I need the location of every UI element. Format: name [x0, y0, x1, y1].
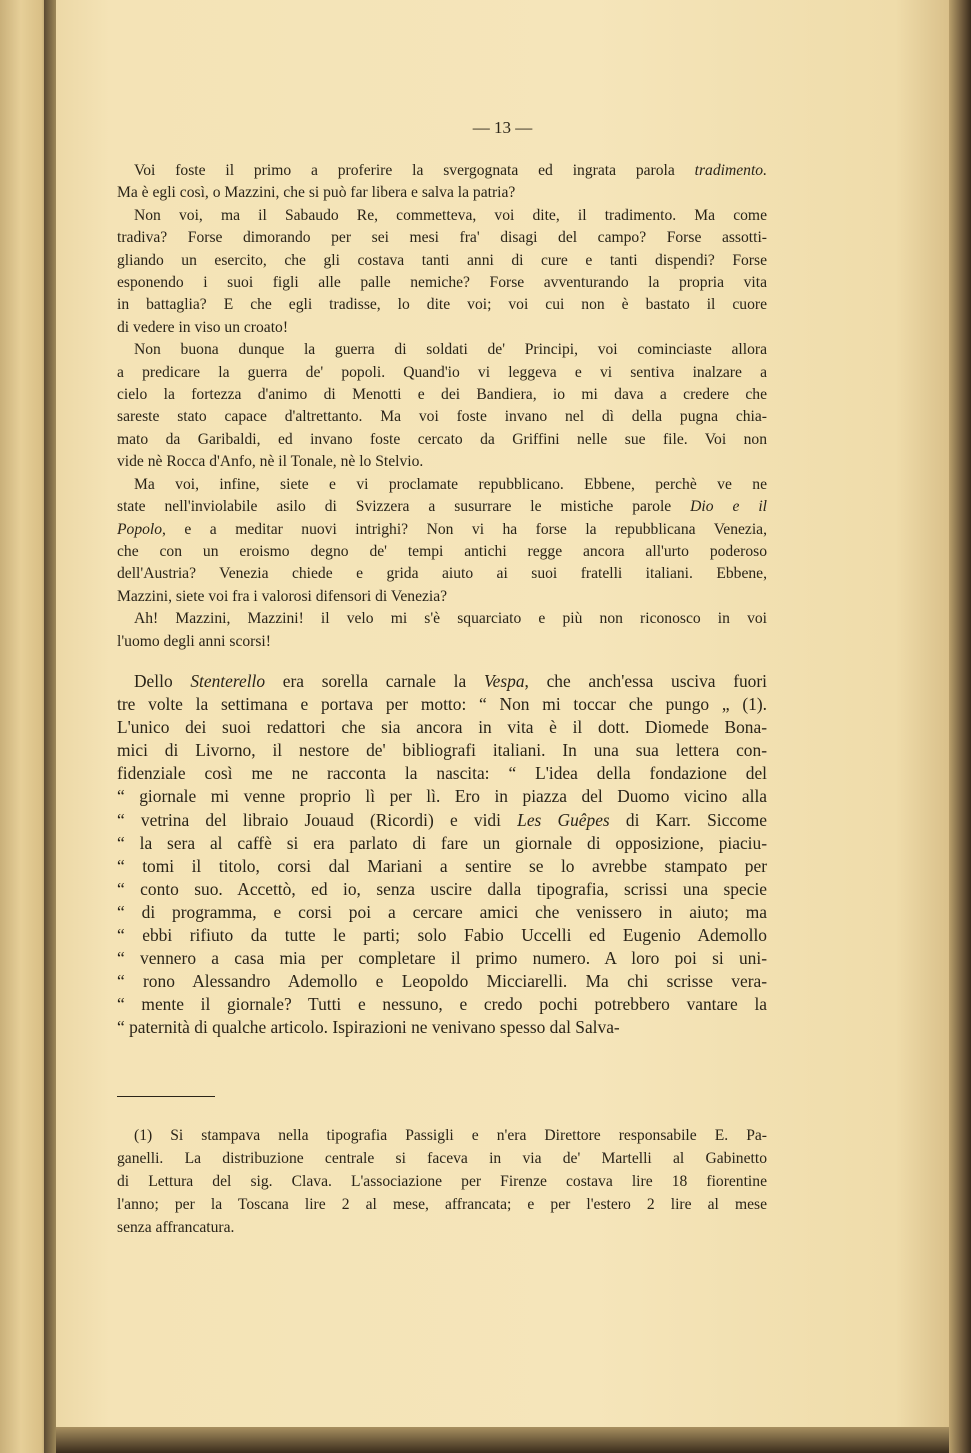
text-line — [117, 272, 767, 294]
text-segment: L'unico dei suoi redattori che sia ancora in vita è il dott. Diomede Bona- — [117, 717, 767, 738]
text-segment: , che anch'essa usciva fuori — [524, 671, 767, 691]
footnote-section — [117, 1124, 767, 1239]
text-segment: tre volte la settimana e portava per motto: “ Non mi toccar che pungo „ (1). — [117, 694, 767, 715]
text-line — [117, 1147, 767, 1170]
text-segment: “ di programma, e corsi poi a cercare amici che venissero in aiuto; ma — [117, 901, 767, 922]
text-segment: “ conto suo. Accettò, ed io, senza uscire dalla tipografia, scrissi una specie — [117, 878, 767, 899]
italic-text: Stenterello — [190, 671, 266, 691]
page-bottom-edge — [56, 1427, 949, 1453]
text-segment: di Lettura del sig. Clava. L'associazione per Firenze costava lire 18 fiorentine — [117, 1173, 767, 1190]
text-line — [117, 362, 767, 384]
text-line — [117, 317, 767, 339]
text-line — [117, 631, 767, 653]
text-line — [117, 947, 767, 970]
text-line — [117, 855, 767, 878]
text-line — [117, 474, 767, 496]
text-line — [117, 670, 767, 693]
italic-text: Popolo — [117, 520, 163, 538]
text-line — [117, 878, 767, 901]
text-segment: “ mente il giornale? Tutti e nessuno, e credo pochi potrebbero vantare la — [117, 994, 767, 1015]
text-segment: Ma voi, infine, siete e vi proclamate repubblicano. Ebbene, perchè ve ne — [134, 475, 767, 493]
text-line — [117, 1170, 767, 1193]
paragraph — [117, 608, 767, 653]
paragraph — [117, 160, 767, 205]
text-line — [117, 693, 767, 716]
text-line — [117, 1193, 767, 1216]
text-line — [117, 250, 767, 272]
text-segment: “ tomi il titolo, corsi dal Mariani a sentire se lo avrebbe stampato per — [117, 855, 767, 876]
text-segment: in battaglia? E che egli tradisse, lo dite voi; voi cui non è bastato il cuore — [117, 296, 767, 314]
text-segment: “ ebbi rifiuto da tutte le parti; solo Fabio Uccelli ed Eugenio Ademollo — [117, 925, 767, 946]
paragraph — [117, 1124, 767, 1239]
text-segment: Non voi, ma il Sabaudo Re, commetteva, voi dite, il tradimento. Ma come — [134, 206, 767, 224]
text-segment: senza affrancatura. — [117, 1219, 235, 1236]
text-line — [117, 227, 767, 249]
text-segment: cielo la fortezza d'animo di Menotti e dei Bandiera, io mi dava a credere che — [117, 386, 767, 404]
text-line — [117, 429, 767, 451]
text-line — [117, 1124, 767, 1147]
text-segment: sareste stato capace d'altrettanto. Ma voi foste invano nel dì della pugna chia- — [117, 408, 767, 426]
text-line — [117, 832, 767, 855]
text-line — [117, 970, 767, 993]
text-segment: state nell'inviolabile asilo di Svizzera a susurrare le mistiche parole — [117, 498, 691, 516]
page-right-edge — [949, 0, 971, 1453]
text-segment: vide nè Rocca d'Anfo, nè il Tonale, nè lo Stelvio. — [117, 453, 424, 471]
text-segment: di Karr. Siccome — [609, 809, 767, 830]
text-segment: Dello — [134, 671, 191, 691]
italic-text: Les Guêpes — [517, 809, 610, 830]
text-segment: Non buona dunque la guerra di soldati de' Principi, voi cominciaste allora — [134, 341, 767, 359]
text-line — [117, 496, 767, 518]
text-segment: “ la sera al caffè si era parlato di fare un giornale di opposizione, piaciu- — [117, 832, 767, 853]
text-segment: mato da Garibaldi, ed invano foste cercato da Griffini nelle sue file. Voi non — [117, 430, 767, 448]
text-segment: “ rono Alessandro Ademollo e Leopoldo Micciarelli. Ma chi scrisse vera- — [117, 971, 767, 992]
text-segment: ganelli. La distribuzione centrale si faceva in via de' Martelli al Gabinetto — [117, 1150, 767, 1167]
text-line — [117, 294, 767, 316]
paragraph — [117, 339, 767, 473]
text-segment: “ vennero a casa mia per completare il primo numero. A loro poi si uni- — [117, 948, 767, 969]
text-segment: esponendo i suoi figli alle palle nemiche? Forse avventurando la propria vita — [117, 274, 767, 292]
text-segment: mici di Livorno, il nestore de' bibliografi italiani. In una sua lettera con- — [117, 740, 767, 761]
text-segment: (1) Si stampava nella tipografia Passigli e n'era Direttore responsabile E. Pa- — [134, 1127, 767, 1144]
text-line — [117, 762, 767, 785]
text-line — [117, 1016, 767, 1039]
text-segment: gliando un esercito, che gli costava tanti anni di cure e tanti dispendi? Forse — [117, 251, 767, 269]
main-text-section — [117, 160, 767, 653]
footnote-separator — [117, 1096, 215, 1097]
text-line — [117, 716, 767, 739]
text-line — [117, 384, 767, 406]
text-line — [117, 993, 767, 1016]
text-segment: che con un eroismo degno de' tempi antichi regge ancora all'urto poderoso — [117, 542, 767, 560]
text-line — [117, 563, 767, 585]
text-line — [117, 901, 767, 924]
text-line — [117, 1216, 767, 1239]
text-line — [117, 586, 767, 608]
text-segment: Ah! Mazzini, Mazzini! il velo mi s'è squarciato e più non riconosco in voi — [134, 610, 767, 628]
text-line — [117, 924, 767, 947]
text-segment: Ma è egli così, o Mazzini, che si può far libera e salva la patria? — [117, 184, 516, 202]
text-segment: l'anno; per la Toscana lire 2 al mese, affrancata; e per l'estero 2 lire al mese — [117, 1196, 767, 1213]
paragraph — [117, 205, 767, 339]
page-number: — 13 — — [472, 118, 533, 137]
text-segment: “ paternità di qualche articolo. Ispirazioni ne venivano spesso dal Salva- — [117, 1017, 620, 1038]
text-line — [117, 205, 767, 227]
italic-text: Dio e il — [690, 498, 767, 516]
text-segment: “ giornale mi venne proprio lì per lì. Ero in piazza del Duomo vicino alla — [117, 786, 767, 807]
text-segment: era sorella carnale la — [265, 671, 484, 691]
text-segment: a predicare la guerra de' popoli. Quand'io vi leggeva e vi sentiva inalzare a — [117, 363, 767, 381]
text-segment: Mazzini, siete voi fra i valorosi difensori di Venezia? — [117, 587, 448, 605]
text-segment: fidenziale così me ne racconta la nascita: “ L'idea della fondazione del — [117, 763, 767, 784]
text-line — [117, 785, 767, 808]
text-segment: l'uomo degli anni scorsi! — [117, 632, 271, 650]
text-line — [117, 406, 767, 428]
text-segment: , e a meditar nuovi intrighi? Non vi ha forse la repubblicana Venezia, — [162, 520, 767, 538]
text-line — [117, 519, 767, 541]
text-line — [117, 809, 767, 832]
text-segment: “ vetrina del libraio Jouaud (Ricordi) e vidi — [117, 809, 518, 830]
text-line — [117, 451, 767, 473]
text-segment: di vedere in viso un croato! — [117, 318, 289, 336]
text-line — [117, 160, 767, 182]
paragraph — [117, 474, 767, 608]
italic-text: Vespa — [483, 671, 525, 691]
text-segment: tradiva? Forse dimorando per sei mesi fra' disagi del campo? Forse assotti- — [117, 229, 767, 247]
text-segment: Voi foste il primo a proferire la svergognata ed ingrata parola — [134, 162, 695, 179]
text-line — [117, 339, 767, 361]
text-line — [117, 739, 767, 762]
quoted-letter-section — [117, 670, 767, 1040]
italic-text: tradimento. — [694, 162, 767, 179]
text-line — [117, 608, 767, 630]
text-line — [117, 541, 767, 563]
paragraph — [117, 670, 767, 1040]
text-line — [117, 182, 767, 204]
text-segment: dell'Austria? Venezia chiede e grida aiuto ai suoi fratelli italiani. Ebbene, — [117, 565, 767, 583]
